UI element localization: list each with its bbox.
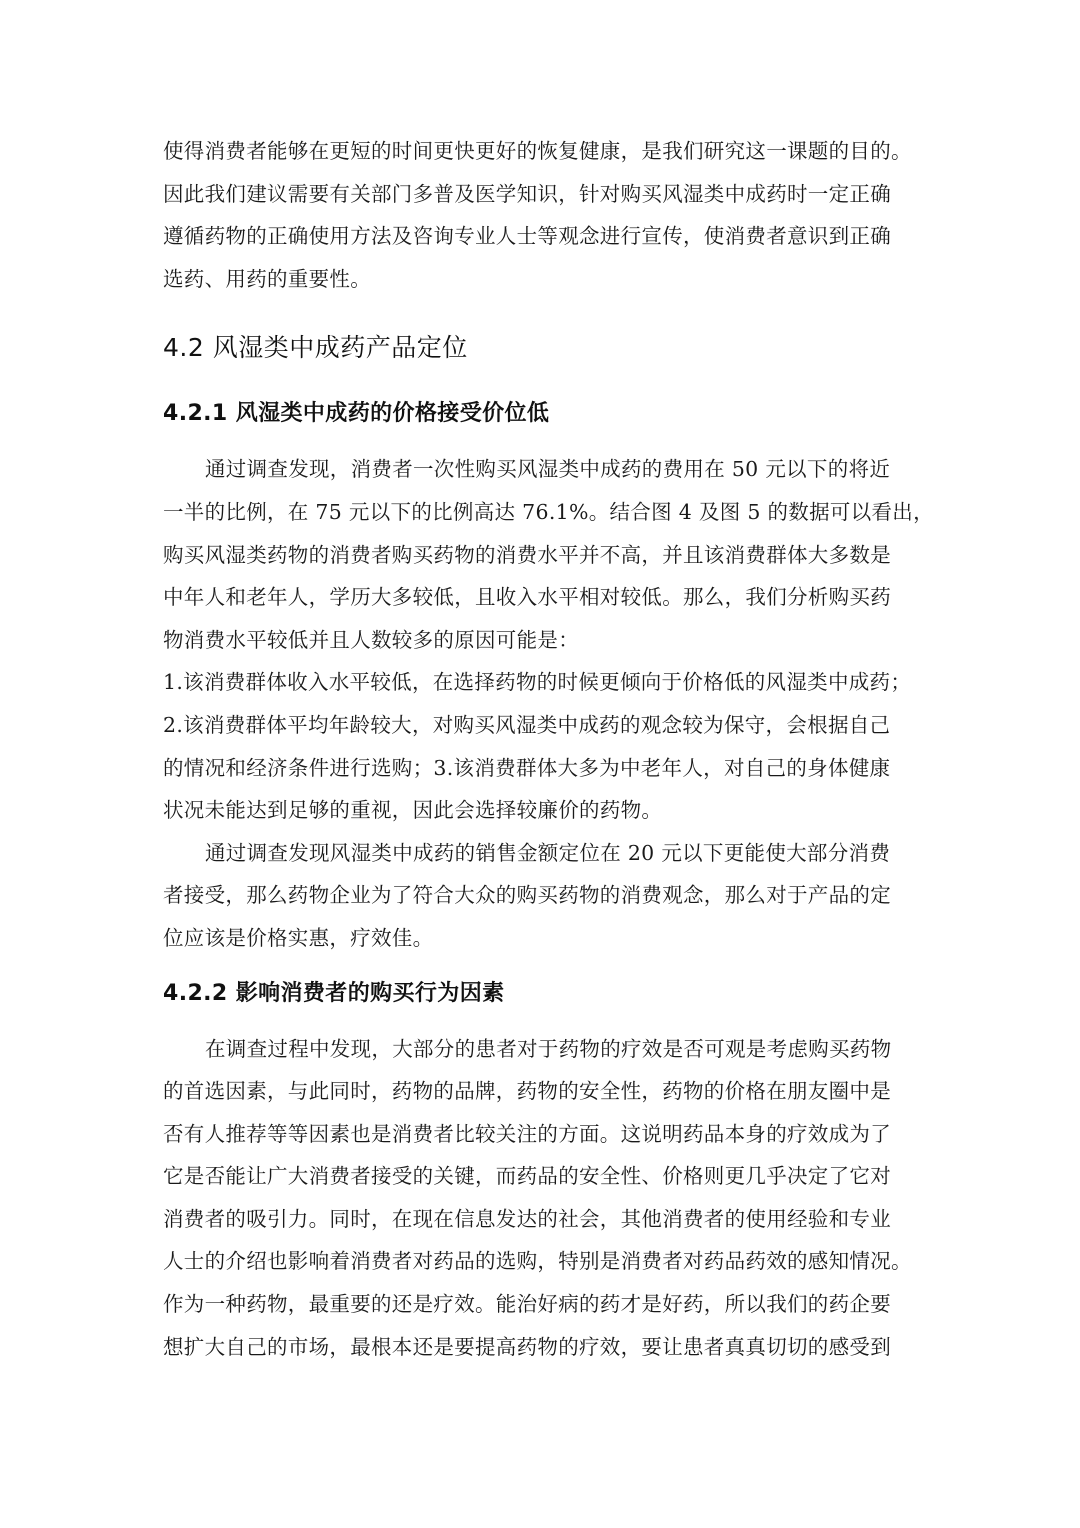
list-item: 状况未能达到足够的重视，因此会选择较廉价的药物。 — [163, 798, 663, 823]
text-line: 物消费水平较低并且人数较多的原因可能是： — [163, 627, 579, 652]
list-item: 的情况和经济条件进行选购；3.该消费群体大多为中老年人，对自己的身体健康 — [163, 755, 891, 780]
section-heading-4-2-1: 4.2.1 风湿类中成药的价格接受价位低 — [163, 401, 550, 427]
text-line: 使得消费者能够在更短的时间更快更好的恢复健康，是我们研究这一课题的目的。 — [163, 139, 912, 163]
text-line: 因此我们建议需要有关部门多普及医学知识，针对购买风湿类中成药时一定正确 — [163, 181, 891, 206]
text-line: 它是否能让广大消费者接受的关键，而药品的安全性、价格则更几乎决定了它对 — [163, 1164, 891, 1189]
text-line: 的首选因素，与此同时，药物的品牌，药物的安全性，药物的价格在朋友圈中是 — [163, 1079, 891, 1104]
text-line: 购买风湿类药物的消费者购买药物的消费水平并不高，并且该消费群体大多数是 — [163, 542, 891, 567]
section-4-2-1-reason-list — [163, 661, 919, 831]
document-body — [163, 130, 934, 1368]
section-4-2-1-paragraph-1 — [163, 448, 934, 661]
text-line: 通过调查发现，消费者一次性购买风湿类中成药的费用在 50 元以下的将近 — [205, 457, 891, 482]
section-heading-4-2-2: 4.2.2 影响消费者的购买行为因素 — [163, 980, 505, 1006]
section-4-2-2-paragraph — [163, 1028, 919, 1369]
section-heading-4-2: 4.2 风湿类中成药产品定位 — [163, 333, 468, 363]
text-line: 人士的介绍也影响着消费者对药品的选购，特别是消费者对药品药效的感知情况。 — [163, 1249, 912, 1274]
text-line: 想扩大自己的市场，最根本还是要提高药物的疗效，要让患者真真切切的感受到 — [163, 1334, 891, 1359]
intro-paragraph — [163, 130, 919, 300]
text-line: 消费者的吸引力。同时，在现在信息发达的社会，其他消费者的使用经验和专业 — [163, 1206, 891, 1231]
text-line: 中年人和老年人，学历大多较低，且收入水平相对较低。那么，我们分析购买药 — [163, 585, 891, 610]
list-item: 2.该消费群体平均年龄较大，对购买风湿类中成药的观念较为保守，会根据自己 — [163, 712, 891, 737]
text-line: 通过调查发现风湿类中成药的销售金额定位在 20 元以下更能使大部分消费 — [205, 840, 891, 865]
text-line: 者接受，那么药物企业为了符合大众的购买药物的消费观念，那么对于产品的定 — [163, 883, 891, 908]
text-line: 遵循药物的正确使用方法及咨询专业人士等观念进行宣传，使消费者意识到正确 — [163, 224, 891, 249]
text-line: 一半的比例，在 75 元以下的比例高达 76.1%。结合图 4 及图 5 的数据可以看出， — [163, 499, 934, 524]
text-line: 在调查过程中发现，大部分的患者对于药物的疗效是否可观是考虑购买药物 — [205, 1036, 892, 1061]
text-line: 选药、用药的重要性。 — [163, 266, 371, 291]
text-line: 否有人推荐等等因素也是消费者比较关注的方面。这说明药品本身的疗效成为了 — [163, 1121, 891, 1146]
text-line: 位应该是价格实惠，疗效佳。 — [163, 925, 434, 950]
text-line: 作为一种药物，最重要的还是疗效。能治好病的药才是好药，所以我们的药企要 — [163, 1292, 891, 1317]
list-item: 1.该消费群体收入水平较低，在选择药物的时候更倾向于价格低的风湿类中成药； — [163, 670, 912, 695]
section-4-2-1-paragraph-2 — [163, 832, 919, 960]
